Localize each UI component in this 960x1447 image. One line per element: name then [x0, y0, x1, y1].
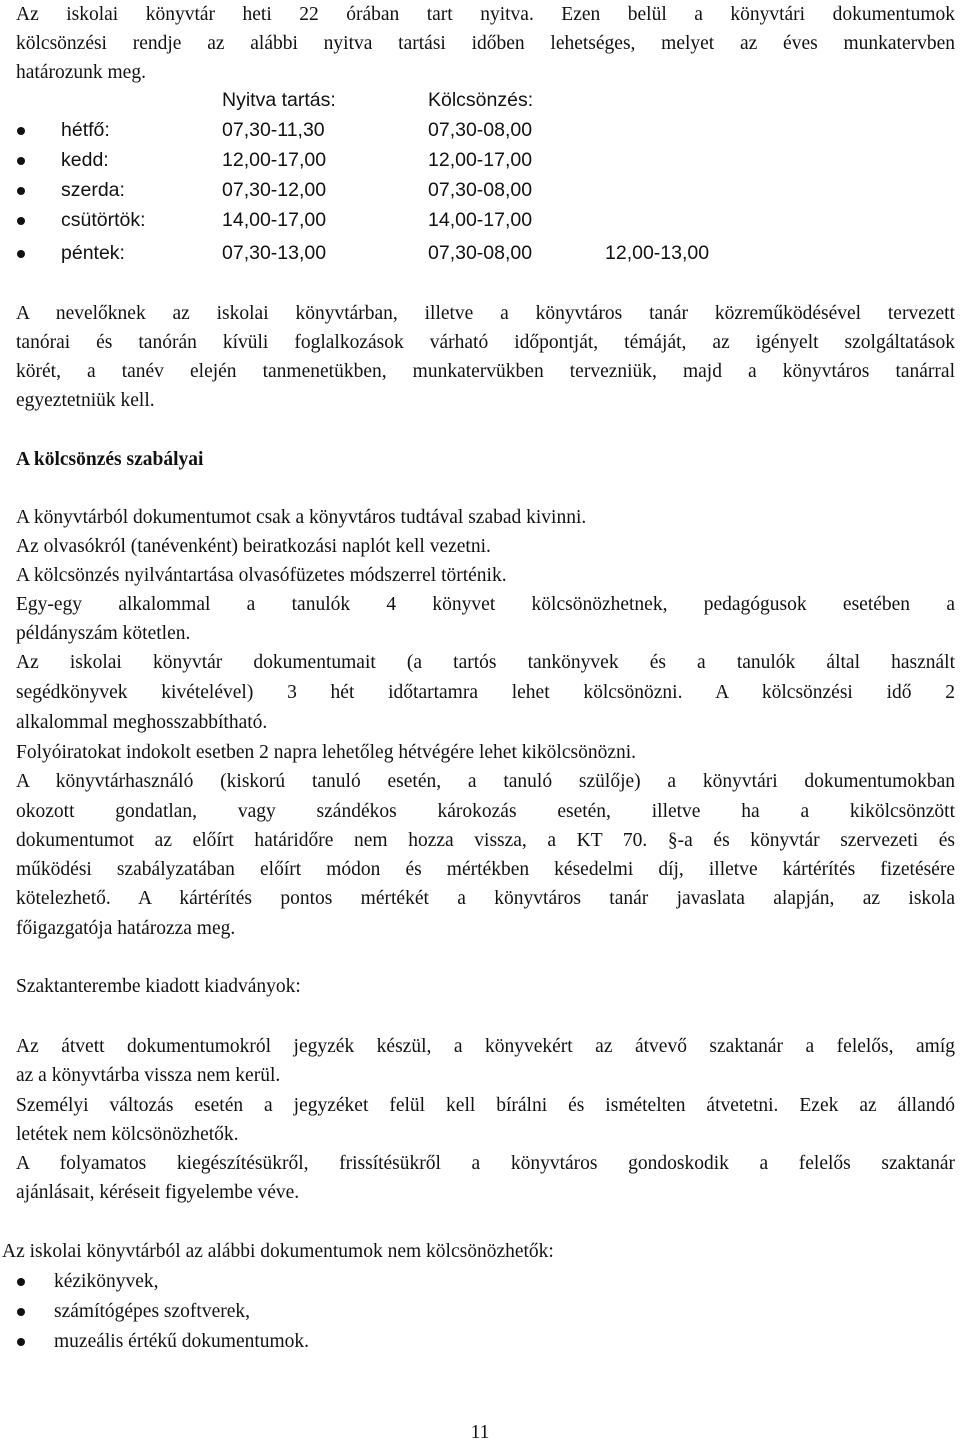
rules-heading: A kölcsönzés szabályai [16, 449, 204, 470]
rules-line: kötelezhető. A kártérítés pontos mértékét a könyvtáros tanár javaslata alapján, az iskola [16, 888, 955, 909]
bullet-icon [17, 217, 25, 225]
schedule-day: péntek: [61, 242, 125, 264]
schedule-loan-extra: 12,00-13,00 [605, 242, 710, 264]
intro-line-3: határozunk meg. [16, 62, 146, 83]
schedule-loan: 07,30-08,00 [428, 242, 533, 264]
rules-line: Az iskolai könyvtár dokumentumait (a tartós tankönyvek és a tanulók által használt [16, 652, 955, 673]
rules-line: okozott gondatlan, vagy szándékos károkozás esetén, illetve ha a kikölcsönzött [16, 801, 955, 822]
intro-line-1: Az iskolai könyvtár heti 22 órában tart nyitva. Ezen belül a könyvtári dokumentumok [16, 4, 955, 25]
rules-line: A kölcsönzés nyilvántartása olvasófüzetes módszerrel történik. [16, 565, 507, 586]
schedule-loan: 12,00-17,00 [428, 149, 533, 171]
subject-line: Az átvett dokumentumokról jegyzék készül, a könyvekért az átvevő szaktanár a felelős, amíg [16, 1036, 955, 1057]
schedule-open: 14,00-17,00 [222, 209, 327, 231]
schedule-day: hétfő: [61, 119, 110, 141]
teachers-line: egyeztetniük kell. [16, 390, 155, 411]
bullet-icon [17, 1308, 25, 1316]
intro-line-2: kölcsönzési rendje az alábbi nyitva tartási időben lehetséges, melyet az éves munkatervben [16, 33, 955, 54]
subject-line: letétek nem kölcsönözhetők. [16, 1124, 239, 1145]
subject-line: ajánlásait, kéréseit figyelembe véve. [16, 1182, 300, 1203]
bullet-icon [17, 157, 25, 165]
bullet-icon [17, 127, 25, 135]
teachers-line: A nevelőknek az iskolai könyvtárban, illetve a könyvtáros tanár közreműködésével tervezett [16, 303, 955, 324]
rules-line: főigazgatója határozza meg. [16, 918, 236, 939]
rules-line: Egy-egy alkalommal a tanulók 4 könyvet kölcsönözhetnek, pedagógusok esetében a [16, 594, 955, 615]
teachers-line: körét, a tanév elején tanmenetükben, munkatervükben tervezniük, majd a könyvtáros tanárral [16, 361, 955, 382]
subject-line: A folyamatos kiegészítésükről, frissítésükről a könyvtáros gondoskodik a felelős szaktanár [16, 1153, 955, 1174]
rules-line: alkalommal meghosszabbítható. [16, 712, 268, 733]
schedule-open: 07,30-11,30 [222, 119, 325, 141]
subject-line: az a könyvtárba vissza nem kerül. [16, 1065, 281, 1086]
nonloan-item: kézikönyvek, [54, 1271, 159, 1292]
rules-line: Folyóiratokat indokolt esetben 2 napra lehetőleg hétvégére lehet kikölcsönözni. [16, 742, 637, 763]
bullet-icon [17, 1338, 25, 1346]
schedule-day: szerda: [61, 179, 125, 201]
nonloan-heading: Az iskolai könyvtárból az alábbi dokumentumok nem kölcsönözhetők: [2, 1241, 554, 1262]
schedule-open: 07,30-13,00 [222, 242, 327, 264]
bullet-icon [17, 1278, 25, 1286]
nonloan-item: muzeális értékű dokumentumok. [54, 1331, 310, 1352]
schedule-header-loan: Kölcsönzés: [428, 89, 534, 111]
schedule-loan: 07,30-08,00 [428, 179, 533, 201]
schedule-loan: 14,00-17,00 [428, 209, 533, 231]
rules-line: dokumentumot az előírt határidőre nem hozza vissza, a KT 70. §-a és könyvtár szervezeti és [16, 830, 955, 851]
schedule-day: csütörtök: [61, 209, 146, 231]
schedule-open: 12,00-17,00 [222, 149, 327, 171]
rules-line: működési szabályzatában előírt módon és mértékben késedelmi díj, illetve kártérítés fizetésére [16, 859, 955, 880]
schedule-header-open: Nyitva tartás: [222, 89, 336, 111]
rules-line: példányszám kötetlen. [16, 623, 191, 644]
nonloan-item: számítógépes szoftverek, [54, 1301, 251, 1322]
subject-heading: Szaktanterembe kiadott kiadványok: [16, 976, 301, 997]
bullet-icon [17, 187, 25, 195]
teachers-line: tanórai és tanórán kívüli foglalkozások várható időpontját, témáját, az igényelt szolgáltatások [16, 332, 955, 353]
rules-line: A könyvtárból dokumentumot csak a könyvtáros tudtával szabad kivinni. [16, 507, 587, 528]
rules-line: Az olvasókról (tanévenként) beiratkozási naplót kell vezetni. [16, 536, 491, 557]
subject-line: Személyi változás esetén a jegyzéket felül kell bírálni és ismételten átvetetni. Ezek az állandó [16, 1095, 955, 1116]
rules-line: segédkönyvek kivételével) 3 hét időtartamra lehet kölcsönözni. A kölcsönzési idő 2 [16, 682, 955, 703]
bullet-icon [17, 250, 25, 258]
schedule-day: kedd: [61, 149, 109, 171]
rules-line: A könyvtárhasználó (kiskorú tanuló esetén, a tanuló szülője) a könyvtári dokumentumokban [16, 771, 955, 792]
schedule-open: 07,30-12,00 [222, 179, 327, 201]
page-number: 11 [470, 1422, 490, 1443]
schedule-loan: 07,30-08,00 [428, 119, 533, 141]
